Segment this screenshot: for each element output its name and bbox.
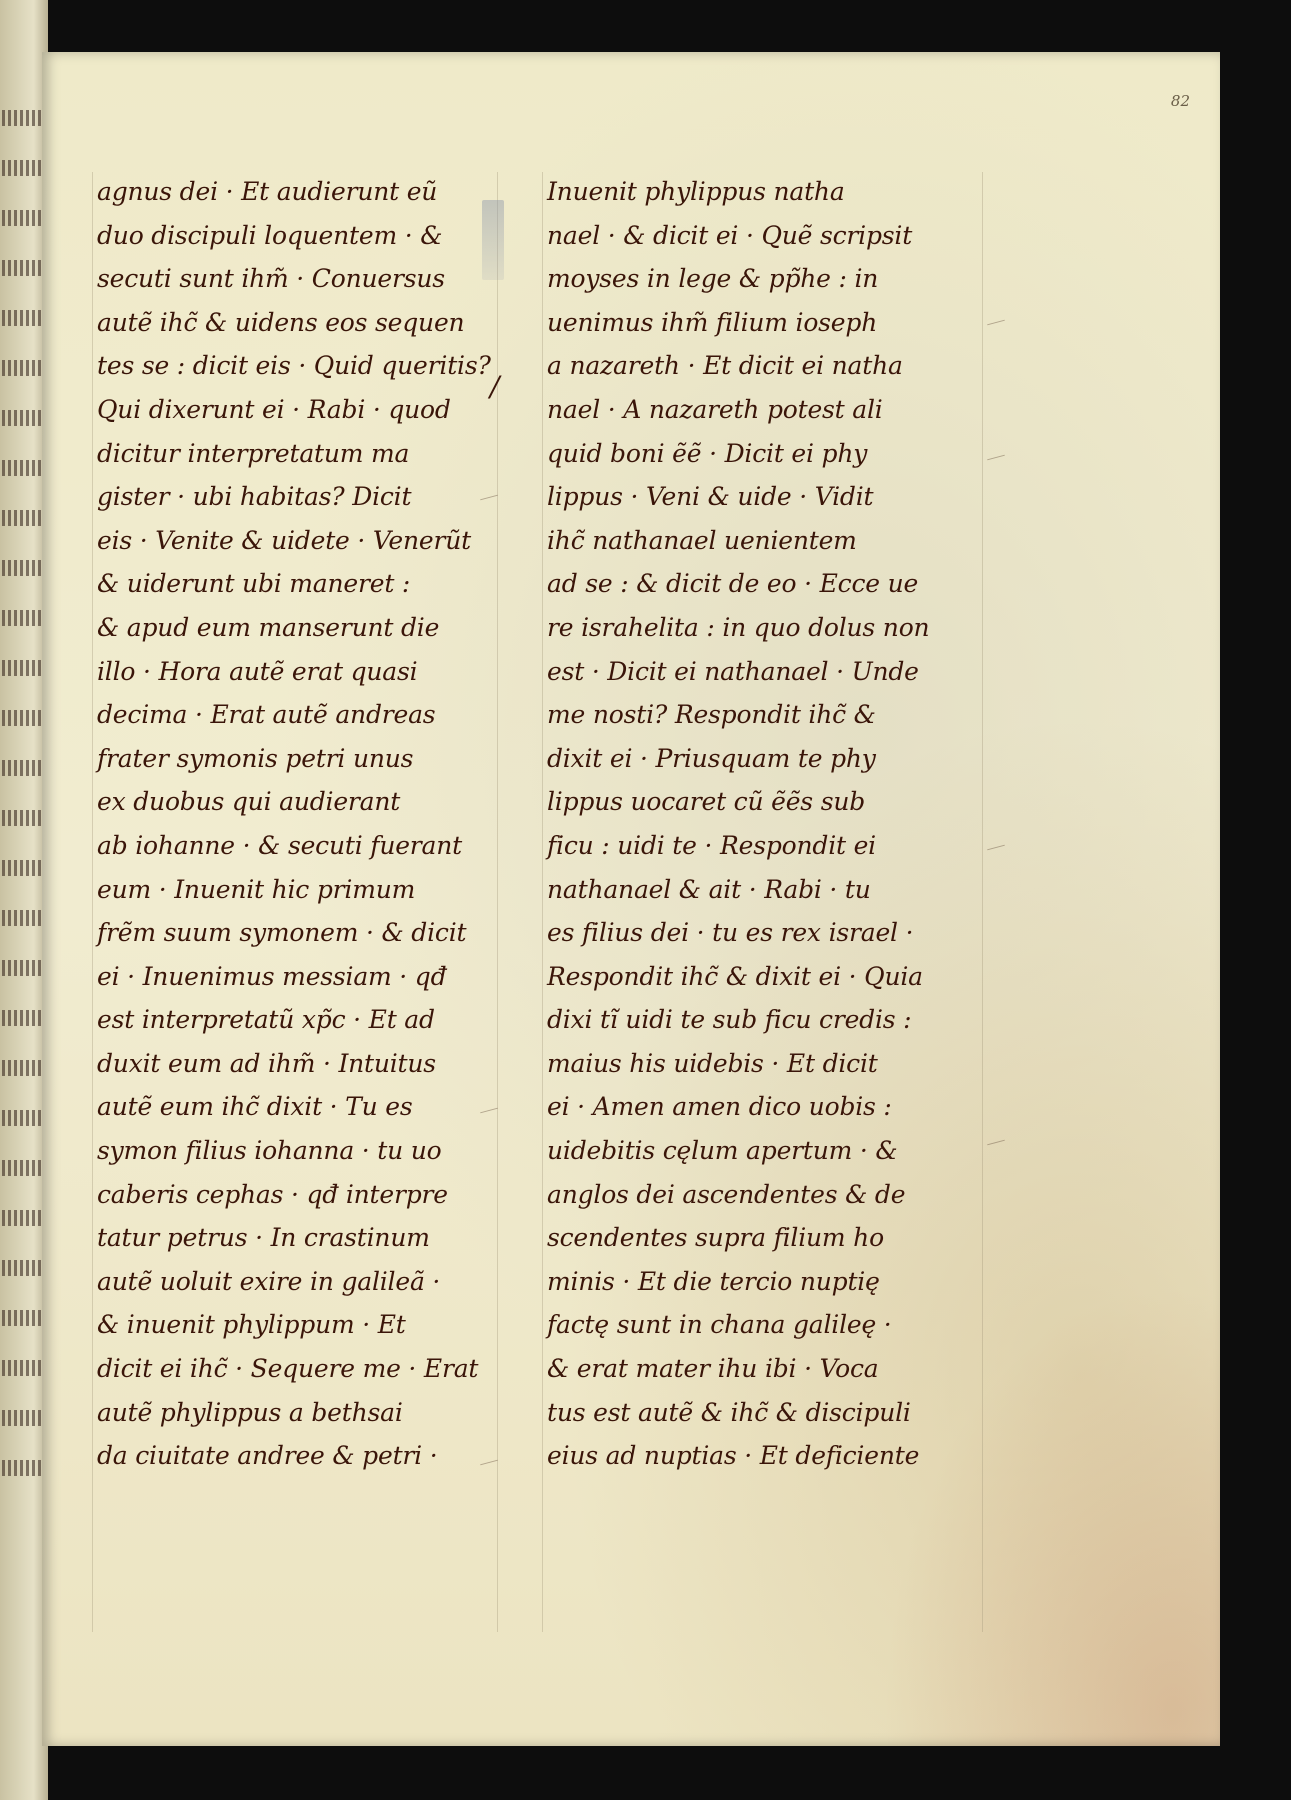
previous-page-edge [0, 0, 48, 1800]
margin-tick [987, 320, 1005, 326]
margin-tick [987, 845, 1005, 851]
text-line: maius his uidebis · Et dicit [547, 1048, 878, 1078]
text-line: uenimus ihm̃ filium ioseph [547, 307, 878, 337]
text-line: dicitur interpretatum ma [97, 438, 410, 468]
margin-tick [987, 1140, 1005, 1146]
text-line: lippus uocaret cũ ẽẽs sub [547, 787, 866, 817]
text-line: est · Dicit ei nathanael · Unde [547, 656, 919, 686]
text-line: es filius dei · tu es rex israel · [547, 918, 914, 948]
right-text-column [547, 170, 982, 1478]
text-line: autẽ eum ihc̃ dixit · Tu es [97, 1092, 413, 1122]
left-text-column [97, 170, 500, 1478]
text-line: a nazareth · Et dicit ei natha [547, 351, 903, 381]
text-line: nathanael & ait · Rabi · tu [547, 874, 871, 904]
text-line: est interpretatũ xp̃c · Et ad [97, 1005, 435, 1035]
text-line: secuti sunt ihm̃ · Conuersus [97, 264, 445, 294]
text-line: nael · A nazareth potest ali [547, 394, 883, 424]
text-line: autẽ ihc̃ & uidens eos sequen [97, 307, 465, 337]
text-line: & apud eum manserunt die [97, 612, 440, 642]
text-line: eum · Inuenit hic primum [97, 874, 416, 904]
margin-stroke: / [490, 370, 500, 403]
text-line: uidebitis cęlum apertum · & [547, 1136, 898, 1166]
text-line: ei · Inuenimus messiam · qđ [97, 961, 447, 991]
text-line: duo discipuli loquentem · & [97, 220, 443, 250]
text-line: factę sunt in chana galileę · [547, 1310, 892, 1340]
text-line: autẽ uoluit exire in galileã · [97, 1266, 441, 1296]
text-line: frẽm suum symonem · & dicit [97, 918, 467, 948]
text-line: scendentes supra filium ho [547, 1223, 884, 1253]
text-line: duxit eum ad ihm̃ · Intuitus [97, 1048, 436, 1078]
text-line: ab iohanne · & secuti fuerant [97, 830, 463, 860]
ruling-line [542, 172, 543, 1632]
text-line: nael · & dicit ei · Quẽ scripsit [547, 220, 913, 250]
text-line: frater symonis petri unus [97, 743, 414, 773]
text-line: gister · ubi habitas? Dicit [97, 482, 412, 512]
text-line: Inuenit phylippus natha [547, 177, 845, 206]
text-line: tes se : dicit eis · Quid queritis? [97, 351, 491, 381]
text-line: caberis cephas · qđ interpre [97, 1179, 448, 1209]
ruling-line [92, 172, 93, 1632]
text-line: illo · Hora autẽ erat quasi [97, 656, 418, 686]
text-line: & inuenit phylippum · Et [97, 1310, 406, 1340]
text-line: & erat mater ihu ibi · Voca [547, 1354, 879, 1384]
margin-tick [987, 455, 1005, 461]
text-line: dicit ei ihc̃ · Sequere me · Erat [97, 1354, 479, 1384]
text-line: lippus · Veni & uide · Vidit [547, 482, 874, 512]
text-line: me nosti? Respondit ihc̃ & [547, 700, 876, 730]
text-line: tatur petrus · In crastinum [97, 1223, 430, 1253]
text-line: Qui dixerunt ei · Rabi · quod [97, 394, 451, 424]
text-line: anglos dei ascendentes & de [547, 1179, 906, 1209]
text-line: re israhelita : in quo dolus non [547, 612, 930, 642]
manuscript-folio [42, 52, 1220, 1746]
text-line: autẽ phylippus a bethsai [97, 1397, 403, 1427]
text-line: dixit ei · Priusquam te phy [547, 743, 876, 773]
text-line: Respondit ihc̃ & dixit ei · Quia [547, 961, 923, 991]
text-line: quid boni ẽẽ · Dicit ei phy [547, 438, 868, 468]
text-line: ei · Amen amen dico uobis : [547, 1092, 892, 1122]
text-line: agnus dei · Et audierunt eũ [97, 177, 438, 206]
text-line: moyses in lege & pp̃he : in [547, 264, 879, 294]
text-line: minis · Et die tercio nuptię [547, 1266, 880, 1296]
folio-number: 82 [1170, 92, 1190, 110]
text-line: eis · Venite & uidete · Venerũt [97, 525, 472, 555]
text-line: eius ad nuptias · Et deficiente [547, 1441, 920, 1471]
text-line: symon filius iohanna · tu uo [97, 1136, 442, 1166]
text-line: decima · Erat autẽ andreas [97, 700, 436, 730]
text-line: & uiderunt ubi maneret : [97, 569, 411, 599]
text-line: da ciuitate andree & petri · [97, 1441, 438, 1471]
text-line: dixi tĩ uidi te sub ficu credis : [547, 1005, 912, 1035]
text-line: ex duobus qui audierant [97, 787, 401, 817]
text-line: ihc̃ nathanael uenientem [547, 525, 857, 555]
ruling-line [982, 172, 983, 1632]
text-line: tus est autẽ & ihc̃ & discipuli [547, 1397, 911, 1427]
text-line: ad se : & dicit de eo · Ecce ue [547, 569, 919, 599]
text-line: ficu : uidi te · Respondit ei [547, 830, 876, 860]
